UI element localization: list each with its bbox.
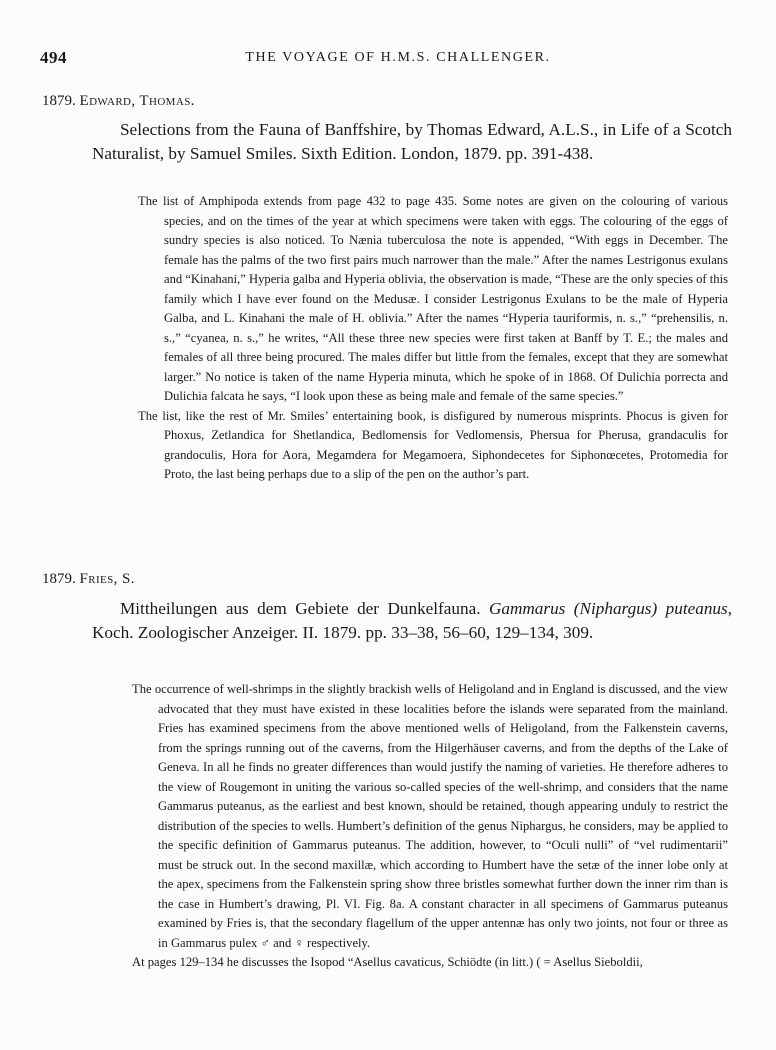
notes-fries <box>132 680 728 973</box>
citation-species: Gammarus (Niphargus) puteanus <box>488 599 728 618</box>
entry-heading-fries <box>42 571 135 588</box>
entry-author: Edward, Thomas. <box>79 93 195 109</box>
page-header <box>40 48 756 74</box>
note-paragraph: The list, like the rest of Mr. Smiles’ entertaining book, is disfigured by numerous misprints. Phocus is given for Phoxus, Zetlandica for Shetlandica, Bedlomensis for Vedlomensis, Phersua for Pherusa, grandaculis for grandoculis, Hora for Aora, Megamdera for Megamoera, Siphondecetes for Siphonœcetes, Protomedia for Proto, the last being perhaps due to a slip of the pen on the author’s part. <box>138 408 728 481</box>
page-number: 494 <box>40 48 67 67</box>
note-paragraph: At pages 129–134 he discusses the Isopod “Asellus cavaticus, Schiödte (in litt.) ( = Asellus Sieboldii, <box>132 955 643 969</box>
notes-edward <box>138 192 728 485</box>
entry-heading-edward <box>42 93 195 110</box>
entry-year: 1879. <box>42 93 76 109</box>
note-paragraph: The list of Amphipoda extends from page 432 to page 435. Some notes are given on the colouring of various species, and on the times of the year at which specimens were taken with eggs. The colouring of the eggs of sundry species is also noticed. To Nænia tuberculosa the note is appended, “With eggs in December. The female has the palms of the two first pairs much narrower than the male.” After the names Lestrigonus exulans and “Kinahani,” Hyperia galba and Hyperia oblivia, the observation is made, “These are the only species of this family which I have ever found on the Medusæ. I consider Lestrigonus Exulans to be the male of Hyperia Galba, and L. Kinahani the male of H. oblivia.” After the names “Hyperia tauriformis, n. s.,” “prehensilis, n. s.,” “cyanea, n. s.,” he writes, “All these three new species were first taken at Banff by T. E.; the males and females of all three being procured. The males differ but little from the females, except that they are somewhat larger.” No notice is taken of the name Hyperia minuta, which he spoke of in 1868. Of Dulichia porrecta and Dulichia falcata he says, “I look upon these as being male and female of the same species.” <box>138 194 728 403</box>
citation-details: , Koch. Zoologischer Anzeiger. II. 1879. pp. 33–38, 56–60, 129–134, 309. <box>92 599 732 642</box>
entry-year: 1879. <box>42 571 76 587</box>
running-title: THE VOYAGE OF H.M.S. CHALLENGER. <box>245 50 551 65</box>
citation-title: Mittheilungen aus dem Gebiete der Dunkelfauna. <box>120 599 481 618</box>
entry-author: Fries, S. <box>79 571 135 587</box>
note-paragraph: The occurrence of well-shrimps in the slightly brackish wells of Heligoland and in England is discussed, and the view advocated that they must have existed in these localities before the islands were separated from the mainland. Fries has examined specimens from the above mentioned wells of Heligoland, from the Falkenstein caverns, from the springs running out of the caverns, from the Hilgerhäuser caverns, and from the depths of the Lake of Geneva. In all he finds no greater differences than would justify the naming of varieties. He therefore adheres to the view of Rougemont in uniting the various so-called species of the well-shrimp, and considers that the name Gammarus puteanus, as the earliest and best known, should be retained, though appearing unduly to restrict the distribution of the species to wells. Humbert’s definition of the genus Niphargus, he considers, may be applied to the specific definition of Gammarus puteanus. The addition, however, to “Oculi nulli” of “vel rudimentarii” must be struck out. In the second maxillæ, which according to Humbert have the setæ of the inner lobe only at the apex, specimens from the Falkenstein spring show three bristles somewhat further down the inner rim than is the case in Humbert’s drawing, Pl. VI. Fig. 8a. A constant character in all specimens of Gammarus puteanus examined by Fries is, that the secondary flagellum of the upper antennæ has only two joints, not four or three as in Gammarus pulex ♂ and ♀ respectively. <box>132 682 728 950</box>
citation-edward: Selections from the Fauna of Banffshire, by Thomas Edward, A.L.S., in Life of a Scotch Naturalist, by Samuel Smiles. Sixth Edition. London, 1879. pp. 391-438. <box>92 120 732 163</box>
citation-fries <box>64 597 732 645</box>
